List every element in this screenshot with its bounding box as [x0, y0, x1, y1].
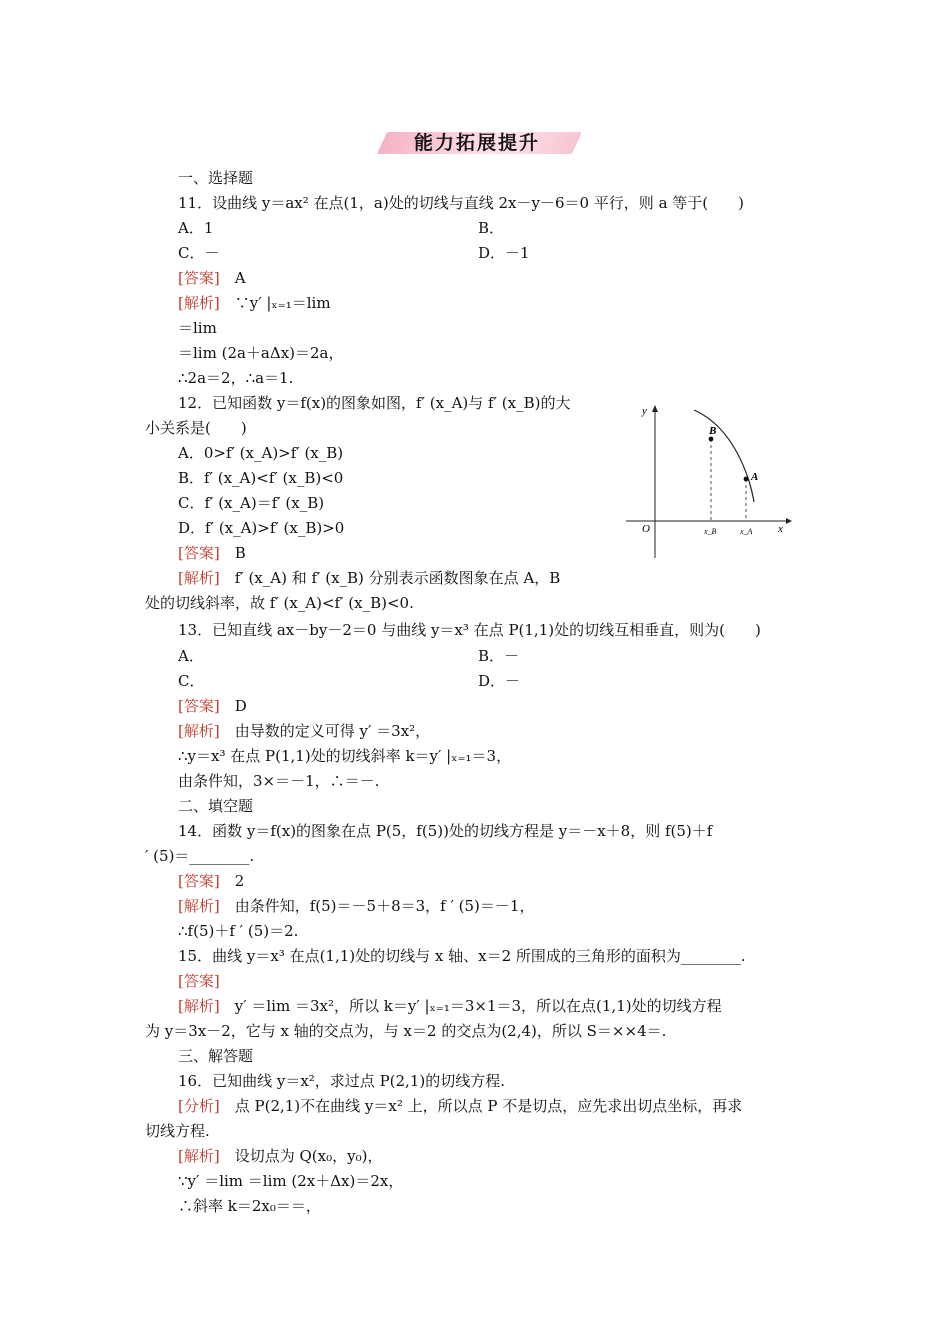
option-13c: C．	[178, 672, 205, 690]
hint-text: 点 P(2,1)不在曲线 y＝x² 上，所以点 P 不是切点，应先求出切点坐标，再求	[234, 1097, 743, 1115]
answer-11	[178, 268, 246, 288]
x-axis-arrow-icon	[786, 518, 792, 524]
analysis-text: ∵y′ |ₓ₌₁＝lim	[234, 294, 331, 312]
analysis-14-line1	[178, 896, 534, 916]
question-11: 11．设曲线 y＝ax² 在点(1，a)处的切线与直线 2x－y－6＝0 平行，则 a 等于( )	[178, 194, 744, 212]
answer-label: [答案]	[178, 544, 220, 562]
answer-14	[178, 871, 244, 891]
analysis-14-line2: ∴f(5)＋f ′ (5)＝2.	[178, 922, 299, 940]
section-heading-choice: 一、选择题	[178, 169, 254, 187]
tick-label-xa: x_A	[740, 527, 753, 536]
answer-value: A	[234, 269, 246, 287]
analysis-text: 设切点为 Q(x₀，y₀)，	[234, 1147, 383, 1165]
question-14-line1: 14．函数 y＝f(x)的图象在点 P(5，f(5))处的切线方程是 y＝－x＋8，则 f(5)＋f	[178, 822, 713, 840]
axis-y-label: y	[642, 405, 647, 417]
option-13d: D．－	[478, 672, 521, 690]
analysis-16-line2: ∵y′ ＝lim ＝lim (2x＋Δx)＝2x，	[178, 1172, 404, 1190]
function-curve	[694, 410, 754, 502]
analysis-text: 由条件知，f(5)＝－5＋8＝3，f ′ (5)＝－1，	[234, 897, 535, 915]
answer-label: [答案]	[178, 972, 220, 990]
analysis-13-line3: 由条件知，3×＝－1，∴＝－.	[178, 772, 380, 790]
analysis-text: y′ ＝lim ＝3x²，所以 k＝y′ |ₓ₌₁＝3×1＝3，所以在点(1,1)处的切线方程	[234, 997, 722, 1015]
point-a-marker	[744, 477, 749, 482]
option-12c: C．f′ (x_A)＝f′ (x_B)	[178, 494, 325, 512]
analysis-13-line2: ∴y＝x³ 在点 P(1,1)处的切线斜率 k＝y′ |ₓ₌₁＝3，	[178, 747, 512, 765]
answer-value: D	[234, 697, 247, 715]
answer-value: B	[234, 544, 246, 562]
answer-label: [答案]	[178, 697, 220, 715]
hint-16-line2: 切线方程.	[145, 1122, 210, 1140]
option-11b: B．	[478, 219, 505, 237]
question-12-line1: 12．已知函数 y＝f(x)的图象如图，f′ (x_A)与 f′ (x_B)的大	[178, 394, 571, 412]
analysis-13-line1	[178, 721, 430, 741]
analysis-15-line2: 为 y＝3x－2，它与 x 轴的交点为，与 x＝2 的交点为(2,4)，所以 S＝××4＝.	[145, 1022, 667, 1040]
analysis-11-line4: ∴2a＝2，∴a＝1.	[178, 369, 294, 387]
section-heading-solve: 三、解答题	[178, 1047, 254, 1065]
origin-label: O	[642, 523, 650, 535]
analysis-text: f′ (x_A) 和 f′ (x_B) 分别表示函数图象在点 A，B	[234, 569, 561, 587]
analysis-11-line1	[178, 293, 331, 313]
analysis-label: [解析]	[178, 569, 220, 587]
question-12-line2: 小关系是( )	[145, 419, 247, 437]
option-12b: B．f′ (x_A)<f′ (x_B)<0	[178, 469, 344, 487]
y-axis-arrow-icon	[652, 405, 658, 412]
point-a-label: A	[751, 471, 759, 483]
section-banner	[372, 124, 582, 158]
answer-15	[178, 971, 220, 991]
tick-label-xb: x_B	[704, 527, 717, 536]
option-13a: A．	[178, 647, 204, 665]
question-15: 15．曲线 y＝x³ 在点(1,1)处的切线与 x 轴、x＝2 所围成的三角形的面积为________.	[178, 947, 746, 965]
analysis-16-line1	[178, 1146, 382, 1166]
analysis-label: [解析]	[178, 997, 220, 1015]
option-11a: A．1	[178, 219, 214, 237]
analysis-11-line3: ＝lim (2a＋aΔx)＝2a，	[178, 344, 344, 362]
option-12a: A．0>f′ (x_A)>f′ (x_B)	[178, 444, 344, 462]
question-14-line2: ′ (5)＝________.	[145, 847, 255, 865]
answer-label: [答案]	[178, 872, 220, 890]
analysis-12-line1	[178, 568, 560, 588]
section-heading-fill: 二、填空题	[178, 797, 254, 815]
function-graph	[618, 398, 798, 566]
question-16: 16．已知曲线 y＝x²，求过点 P(2,1)的切线方程.	[178, 1072, 505, 1090]
answer-label: [答案]	[178, 269, 220, 287]
analysis-15-line1	[178, 996, 722, 1016]
analysis-12-line2: 处的切线斜率，故 f′ (x_A)<f′ (x_B)<0.	[145, 594, 414, 612]
axis-x-label: x	[778, 523, 783, 535]
answer-value: 2	[234, 872, 245, 890]
analysis-11-line2: ＝lim	[178, 319, 217, 337]
option-13b: B．－	[478, 647, 520, 665]
point-b-label: B	[709, 425, 717, 437]
analysis-label: [解析]	[178, 294, 220, 312]
option-11d: D．－1	[478, 244, 530, 262]
analysis-label: [解析]	[178, 897, 220, 915]
analysis-16-line3: ∴斜率 k＝2x₀＝＝，	[178, 1197, 321, 1215]
analysis-label: [解析]	[178, 1147, 220, 1165]
hint-16-line1	[178, 1096, 742, 1116]
option-12d: D．f′ (x_A)>f′ (x_B)>0	[178, 519, 345, 537]
option-11c: C．－	[178, 244, 220, 262]
banner-title: 能力拓展提升	[413, 132, 540, 154]
hint-label: [分析]	[178, 1097, 220, 1115]
analysis-text: 由导数的定义可得 y′ ＝3x²，	[234, 722, 431, 740]
analysis-label: [解析]	[178, 722, 220, 740]
answer-13	[178, 696, 247, 716]
question-13: 13．已知直线 ax－by－2＝0 与曲线 y＝x³ 在点 P(1,1)处的切线互相垂直，则为( )	[178, 621, 761, 639]
answer-12	[178, 543, 246, 563]
point-b-marker	[709, 437, 714, 442]
